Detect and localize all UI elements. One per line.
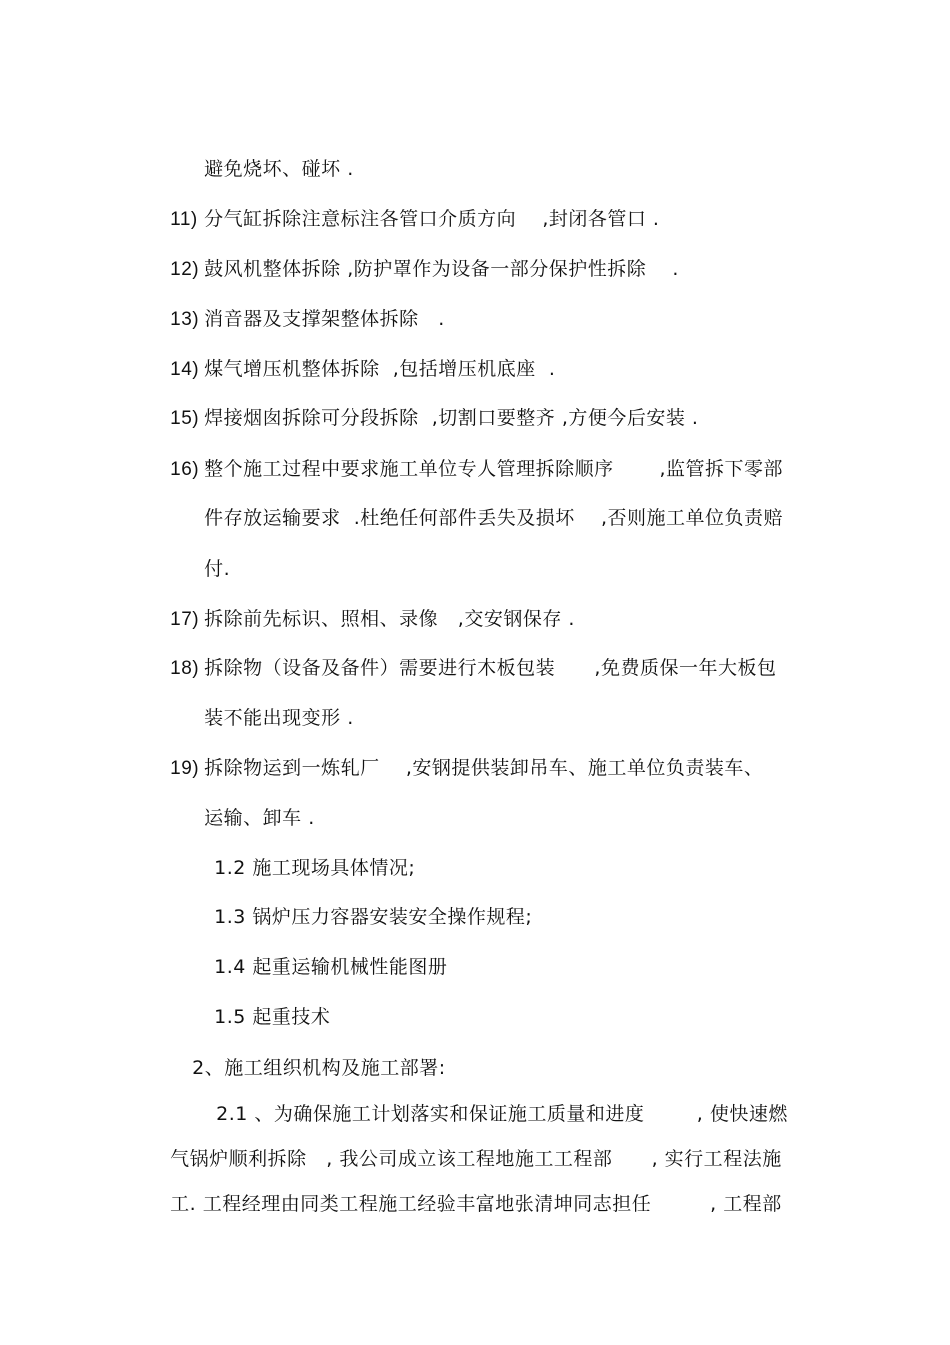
- paragraph-text: 2.1 、为确保施工计划落实和保证施工质量和进度 , 使快速燃: [216, 1103, 788, 1125]
- sub-section-text: 1.5 起重技术: [214, 1006, 331, 1028]
- heading-text: 2、施工组织机构及施工部署:: [192, 1057, 446, 1079]
- line-text: 运输、卸车 .: [204, 807, 315, 829]
- sub-section-text: 1.4 起重运输机械性能图册: [214, 956, 448, 978]
- paragraph-text: 工. 工程经理由同类工程施工经验丰富地张清坤同志担任 , 工程部: [170, 1193, 782, 1215]
- paragraph-text: 气锅炉顺利拆除 , 我公司成立该工程地施工工程部 , 实行工程法施: [170, 1148, 782, 1170]
- item-number: 12): [170, 259, 200, 280]
- sub-section-text: 1.2 施工现场具体情况;: [214, 857, 416, 879]
- item-text: 整个施工过程中要求施工单位专人管理拆除顺序 ,监管拆下零部: [204, 458, 783, 480]
- item-text: 拆除物（设备及备件）需要进行木板包装 ,免费质保一年大板包: [204, 657, 777, 679]
- line-text: 付.: [204, 558, 231, 580]
- item-text: 消音器及支撑架整体拆除 .: [204, 308, 445, 330]
- paragraph-line: [144, 1165, 782, 1243]
- item-number: 15): [170, 408, 200, 429]
- item-number: 17): [170, 609, 200, 630]
- item-number: 13): [170, 309, 200, 330]
- item-text: 拆除物运到一炼轧厂 ,安钢提供装卸吊车、施工单位负责装车、: [204, 757, 764, 779]
- item-text: 拆除前先标识、照相、录像 ,交安钢保存 .: [204, 608, 575, 630]
- text-line: [178, 479, 783, 557]
- line-text: 避免烧坏、碰坏 .: [204, 158, 354, 180]
- item-number: 18): [170, 658, 200, 679]
- item-number: 16): [170, 459, 200, 480]
- line-text: 件存放运输要求 .杜绝任何部件丢失及损坏 ,否则施工单位负责赔: [204, 507, 783, 529]
- item-number: 11): [170, 209, 198, 230]
- line-text: 装不能出现变形 .: [204, 707, 354, 729]
- sub-section-text: 1.3 锅炉压力容器安装安全操作规程;: [214, 906, 533, 928]
- item-text: 煤气增压机整体拆除 ,包括增压机底座 .: [204, 358, 556, 380]
- item-text: 鼓风机整体拆除 ,防护罩作为设备一部分保护性拆除 .: [204, 258, 679, 280]
- item-text: 分气缸拆除注意标注各管口介质方向 ,封闭各管口 .: [204, 208, 660, 230]
- item-number: 19): [170, 758, 200, 779]
- item-number: 14): [170, 359, 200, 380]
- item-text: 焊接烟囱拆除可分段拆除 ,切割口要整齐 ,方便今后安装 .: [204, 407, 699, 429]
